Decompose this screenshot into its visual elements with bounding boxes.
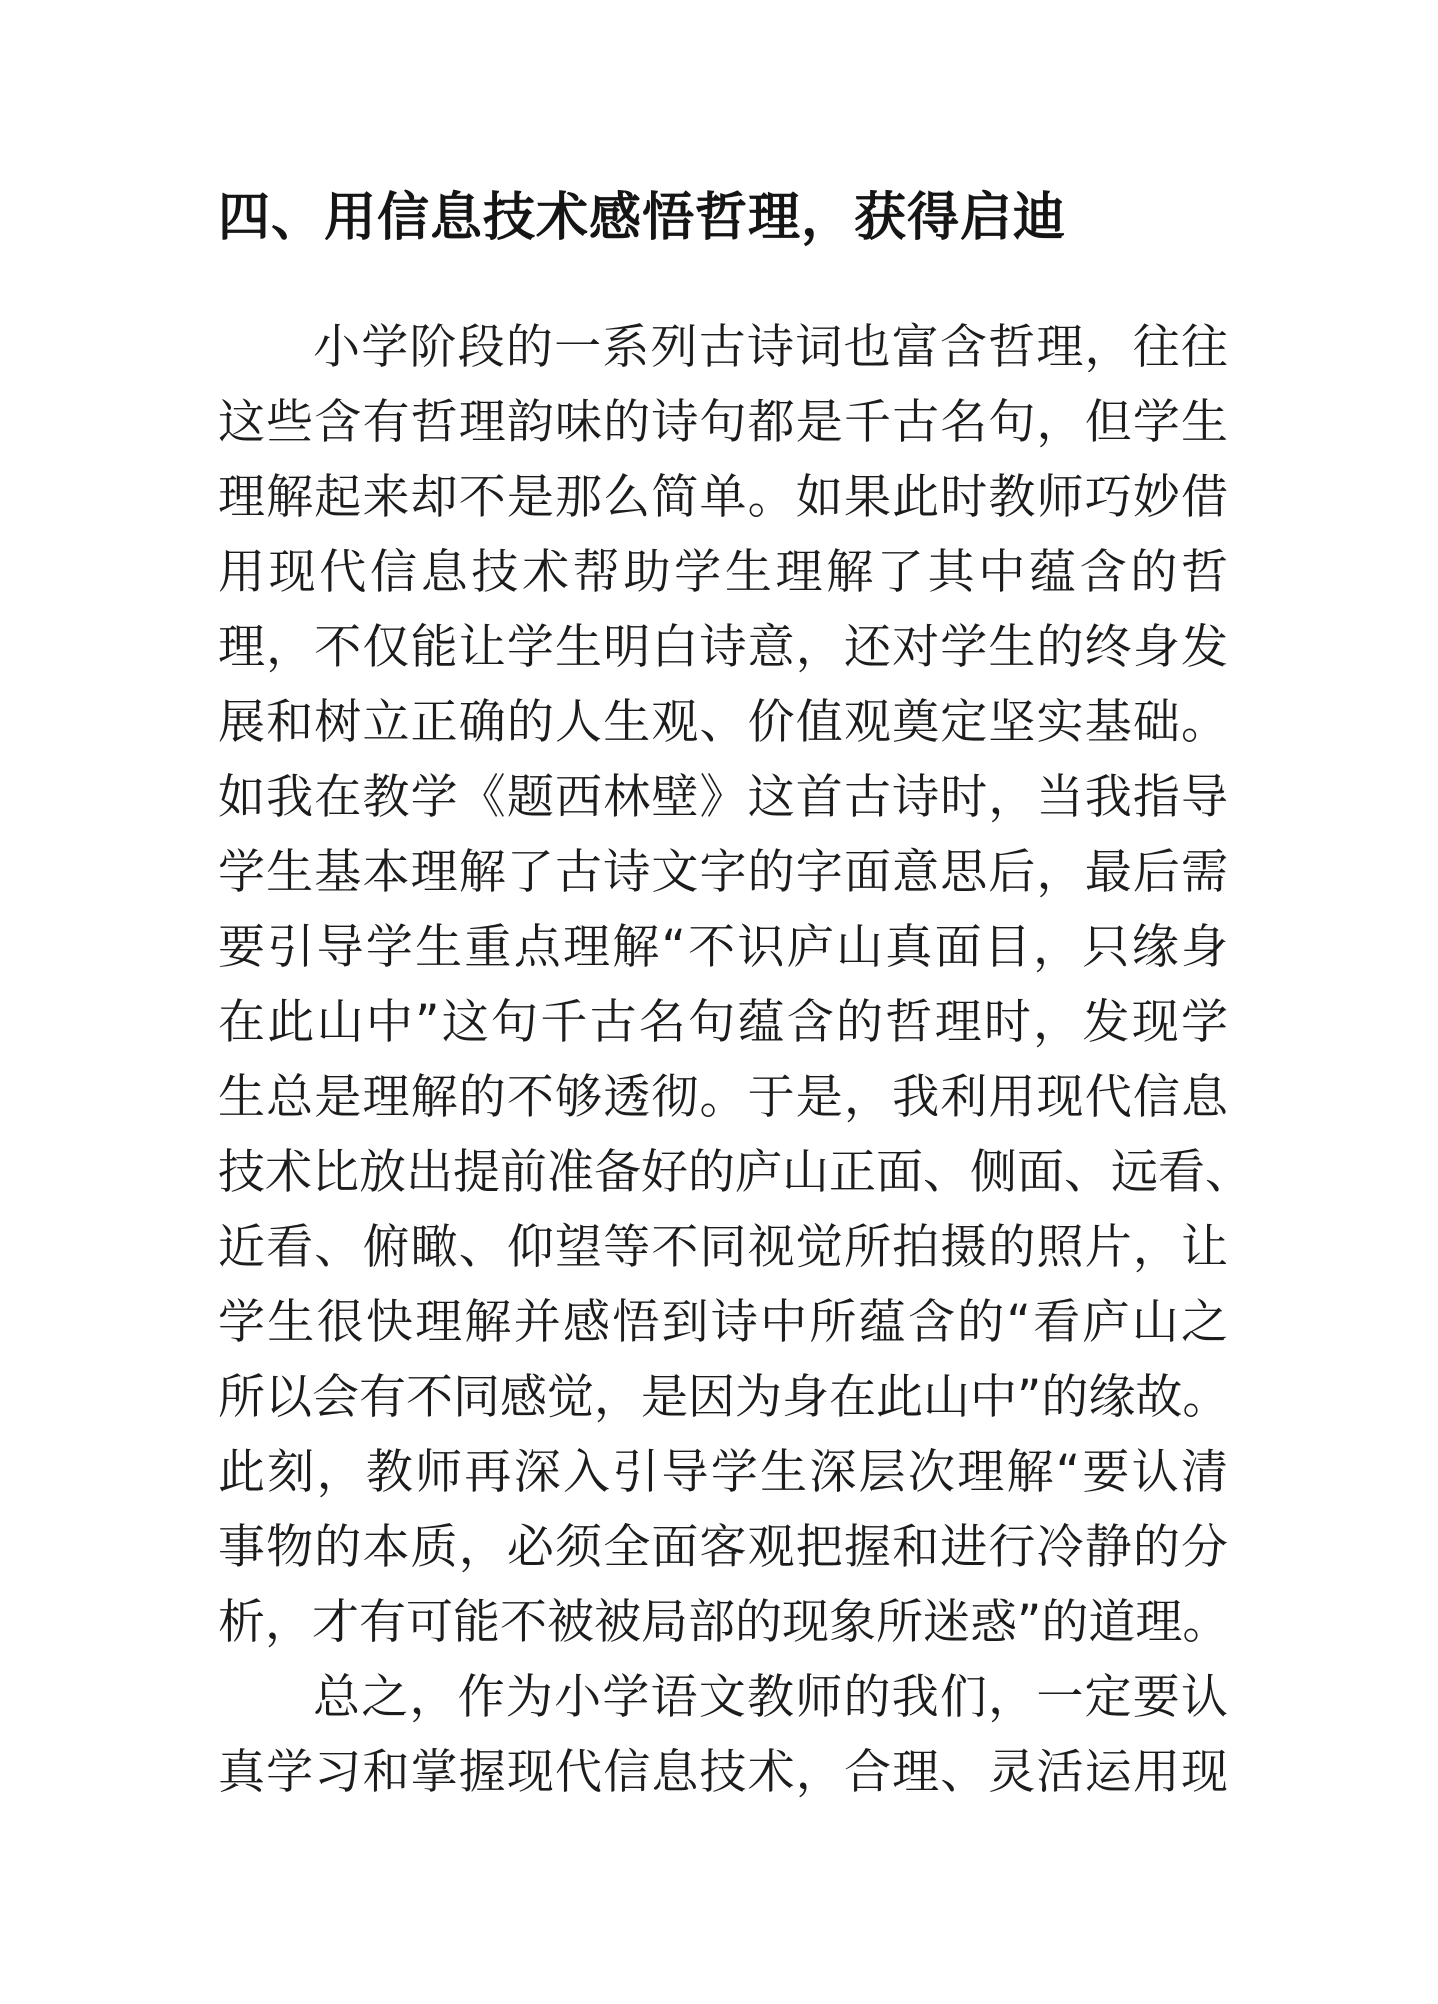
paragraph-line: 技术比放出提前准备好的庐山正面、侧面、远看、 [218, 1145, 1252, 1200]
paragraph-line: 用现代信息技术帮助学生理解了其中蕴含的哲 [218, 545, 1228, 600]
paragraph-line: 事物的本质，必须全面客观把握和进行冷静的分 [218, 1520, 1228, 1575]
paragraph-line: 析，才有可能不被被局部的现象所迷惑”的道理。 [218, 1595, 1230, 1650]
paragraph-line: 在此山中”这句千古名句蕴含的哲理时，发现学 [218, 995, 1228, 1050]
paragraph-line: 生总是理解的不够透彻。于是，我利用现代信息 [218, 1070, 1228, 1125]
paragraph-line: 此刻，教师再深入引导学生深层次理解“要认清 [218, 1445, 1228, 1500]
paragraph-line: 近看、俯瞰、仰望等不同视觉所拍摄的照片，让 [218, 1220, 1228, 1275]
paragraph-line: 所以会有不同感觉，是因为身在此山中”的缘故。 [218, 1370, 1230, 1425]
paragraph-line: 学生基本理解了古诗文字的字面意思后，最后需 [218, 845, 1228, 900]
paragraph-line: 要引导学生重点理解“不识庐山真面目，只缘身 [218, 920, 1228, 975]
paragraph-line: 小学阶段的一系列古诗词也富含哲理，往往 [313, 320, 1228, 375]
paragraph-line: 这些含有哲理韵味的诗句都是千古名句，但学生 [218, 395, 1228, 450]
paragraph-line: 展和树立正确的人生观、价值观奠定坚实基础。 [218, 695, 1228, 750]
paragraph-line: 理，不仅能让学生明白诗意，还对学生的终身发 [218, 620, 1228, 675]
paragraph-line: 真学习和掌握现代信息技术，合理、灵活运用现 [218, 1745, 1228, 1800]
section-heading: 四、用信息技术感悟哲理，获得启迪 [218, 188, 1067, 248]
body-text [218, 310, 1252, 1810]
paragraph-line: 学生很快理解并感悟到诗中所蕴含的“看庐山之 [218, 1295, 1228, 1350]
paragraph-line: 总之，作为小学语文教师的我们，一定要认 [313, 1670, 1228, 1725]
paragraph-line: 理解起来却不是那么简单。如果此时教师巧妙借 [218, 470, 1228, 525]
paragraph-line: 如我在教学《题西林壁》这首古诗时，当我指导 [218, 770, 1228, 825]
